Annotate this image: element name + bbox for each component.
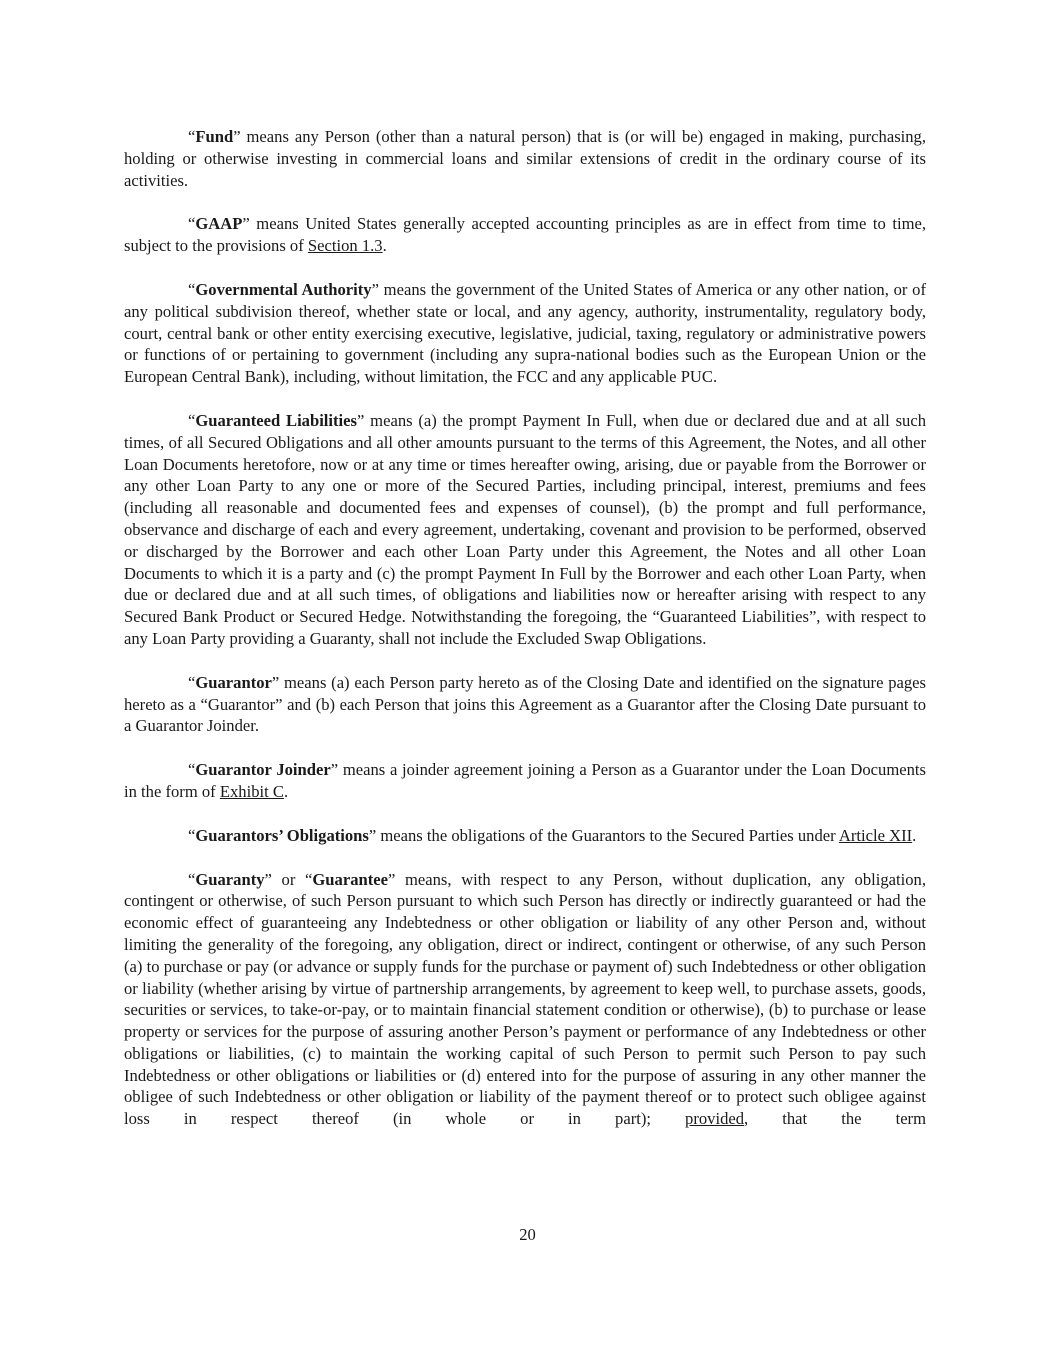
definition-guarantor-joinder bbox=[124, 759, 926, 803]
defined-term: GAAP bbox=[195, 214, 243, 234]
definition-text-end: . bbox=[382, 236, 387, 256]
cross-reference-link[interactable]: Section 1.3 bbox=[307, 236, 383, 256]
definition-text: ” means United States generally accepted accounting principles as are in effect from time to time, subject to the provisions of bbox=[124, 214, 926, 256]
definition-text-end: . bbox=[283, 781, 289, 801]
defined-term: Guarantor bbox=[195, 672, 272, 692]
definition-text: ” means (a) each Person party hereto as of the Closing Date and identified on the signature pages hereto as a “Guarantor” and (b) each Person that joins this Agreement as a Guarantor after the Closing Date pursuant to a Guarantor Joinder. bbox=[124, 672, 926, 736]
definition-text-end: , that the term bbox=[744, 1109, 926, 1129]
defined-term: Guarantors’ Obligations bbox=[195, 825, 369, 845]
cross-reference-link[interactable]: Exhibit C bbox=[219, 781, 284, 801]
open-quote: “ bbox=[188, 760, 196, 780]
definition-text-end: . bbox=[912, 825, 917, 845]
definition-guaranty bbox=[124, 869, 926, 1131]
page-number: 20 bbox=[519, 1225, 536, 1244]
definition-text: ” means the obligations of the Guarantors to the Secured Parties under bbox=[368, 825, 839, 845]
open-quote: “ bbox=[188, 214, 196, 234]
open-quote: “ bbox=[188, 279, 196, 299]
open-quote: “ bbox=[188, 127, 196, 146]
term-connector: ” or “ bbox=[264, 869, 313, 889]
open-quote: “ bbox=[188, 672, 196, 692]
definition-governmental-authority bbox=[124, 279, 926, 388]
definition-guarantor bbox=[124, 672, 926, 737]
definition-gaap bbox=[124, 213, 926, 257]
open-quote: “ bbox=[188, 410, 196, 430]
definition-guaranteed-liabilities bbox=[124, 410, 926, 650]
cross-reference-link[interactable]: Article XII bbox=[838, 825, 913, 845]
defined-term: Guarantor Joinder bbox=[195, 760, 331, 780]
definition-text: ” means (a) the prompt Payment In Full, when due or declared due and at all such times, of all Secured Obligations and all other amounts pursuant to the terms of this Agreement, the Notes, and all other Loan Documents heretofore, now or at any time or times hereafter owing, arising, due or payable from the Borrower or any other Loan Party to any one or more of the Secured Parties, including principal, interest, premiums and fees (including all reasonable and documented fees and expenses of counsel), (b) the prompt and full performance, observance and discharge of each and every agreement, undertaking, covenant and provision to be performed, observed or discharged by the Borrower and each other Loan Party under this Agreement, the Notes and all other Loan Documents to which it is a party and (c) the prompt Payment In Full by the Borrower and each other Loan Party, when due or declared due and at all such times, of obligations and liabilities now or hereafter arising with respect to any Secured Bank Product or Secured Hedge. Notwithstanding the foregoing, the “Guaranteed Liabilities”, with respect to any Loan Party providing a Guaranty, shall not include the Excluded Swap Obligations. bbox=[124, 410, 926, 648]
definition-fund bbox=[124, 126, 926, 191]
defined-term: Governmental Authority bbox=[195, 279, 372, 299]
defined-term: Fund bbox=[195, 127, 234, 146]
definition-text: ” means a joinder agreement joining a Person as a Guarantor under the Loan Documents in the form of bbox=[124, 760, 926, 801]
proviso-term: provided bbox=[685, 1109, 745, 1129]
open-quote: “ bbox=[188, 825, 196, 845]
defined-term-alt: Guarantee bbox=[312, 869, 388, 889]
definition-text: ” means, with respect to any Person, without duplication, any obligation, contingent or otherwise, of such Person pursuant to which such Person has directly or indirectly guaranteed or had the economic effect of guaranteeing any Indebtedness or other obligation or liability of any other Person and, without limiting the generality of the foregoing, any obligation, direct or indirect, contingent or otherwise, of any such Person (a) to purchase or pay (or advance or supply funds for the purchase or payment of) such Indebtedness or other obligation or liability (whether arising by virtue of partnership arrangements, by agreement to keep well, to purchase assets, goods, securities or services, to take-or-pay, or to maintain financial statement condition or otherwise), (b) to purchase or lease property or services for the purpose of assuring another Person’s payment or performance of any Indebtedness or other obligations or liabilities, (c) to maintain the working capital of such Person to permit such Person to pay such Indebtedness or other obligations or liabilities or (d) entered into for the purpose of assuring in any other manner the obligee of such Indebtedness or other obligation or liability of the payment thereof or to protect such obligee against loss in respect thereof (in whole or in part); bbox=[124, 869, 926, 1129]
definition-text: ” means the government of the United States of America or any other nation, or of any political subdivision thereof, whether state or local, and any agency, authority, instrumentality, regulatory body, court, central bank or other entity exercising executive, legislative, judicial, taxing, regulatory or administrative powers or functions of or pertaining to government (including any supra-national bodies such as the European Union or the European Central Bank), including, without limitation, the FCC and any applicable PUC. bbox=[124, 279, 926, 387]
defined-term: Guaranteed Liabilities bbox=[195, 410, 357, 430]
definition-text: ” means any Person (other than a natural person) that is (or will be) engaged in making, purchasing, holding or otherwise investing in commercial loans and similar extensions of credit in the ordinary course of its activities. bbox=[124, 127, 926, 190]
definition-guarantors-obligations bbox=[124, 825, 926, 847]
document-body bbox=[124, 126, 926, 1130]
open-quote: “ bbox=[188, 869, 196, 889]
defined-term: Guaranty bbox=[195, 869, 265, 889]
